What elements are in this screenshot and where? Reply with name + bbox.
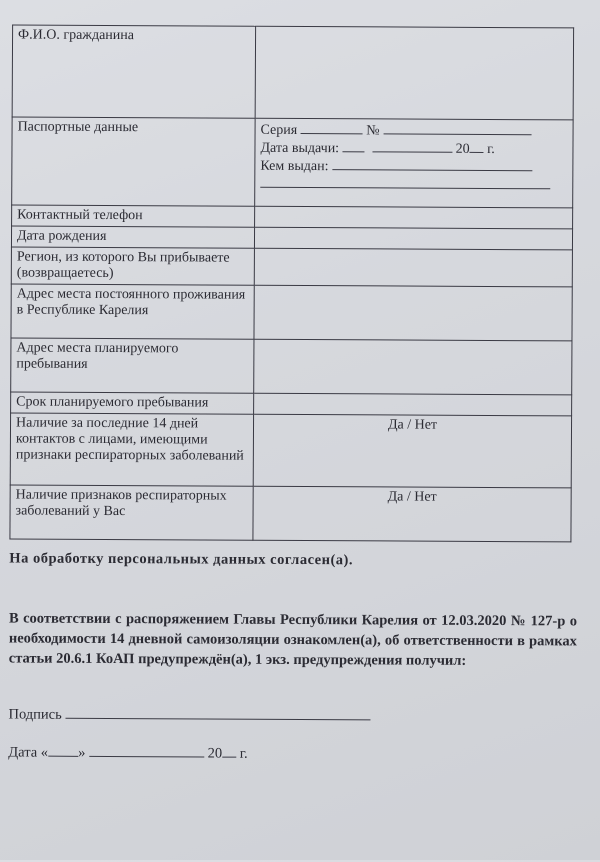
label-birth: Дата рождения bbox=[11, 226, 254, 248]
issue-day-blank[interactable] bbox=[343, 139, 365, 152]
row-region bbox=[11, 247, 572, 287]
label-planned-term: Срок планируемого пребывания bbox=[11, 392, 254, 414]
label-passport: Паспортные данные bbox=[12, 117, 255, 206]
field-planned-term[interactable] bbox=[254, 393, 572, 416]
applicant-form-table bbox=[9, 24, 574, 542]
signature-label: Подпись bbox=[8, 706, 62, 723]
self-isolation-notice: В соответствии с распоряжением Главы Республики Карелия от 12.03.2020 № 127-р о необходимости 14 дневной самоизоляции ознакомлен(а), об ответственности в рамках статьи 20.6.1 КоАП предупреждён(а), 1 экз. предупреждения получил: bbox=[8, 610, 578, 669]
row-planned-term bbox=[11, 392, 572, 416]
date-label: Дата « bbox=[8, 744, 49, 761]
number-sign: № bbox=[366, 123, 380, 139]
issued-by-label: Кем выдан: bbox=[260, 158, 329, 175]
number-blank[interactable] bbox=[383, 121, 531, 135]
row-fio bbox=[12, 25, 573, 120]
label-address-line1: Адрес места постоянного проживания bbox=[16, 286, 246, 303]
issued-by-blank-2[interactable] bbox=[260, 175, 550, 190]
date-year-prefix: 20 bbox=[207, 745, 223, 762]
label-phone: Контактный телефон bbox=[12, 205, 255, 227]
signature-blank[interactable] bbox=[65, 704, 370, 721]
row-contacts bbox=[10, 413, 571, 488]
row-planned-address bbox=[11, 338, 572, 395]
series-label: Серия bbox=[260, 122, 298, 138]
label-address bbox=[11, 284, 254, 339]
date-close-quote: » bbox=[78, 744, 86, 761]
issue-year-prefix: 20 bbox=[455, 141, 470, 157]
date-year-blank[interactable] bbox=[222, 743, 236, 758]
label-fio: Ф.И.О. гражданина bbox=[12, 25, 255, 118]
field-birth[interactable] bbox=[254, 227, 572, 250]
field-passport[interactable] bbox=[255, 118, 573, 208]
issue-date-label: Дата выдачи: bbox=[260, 140, 340, 157]
label-contacts: Наличие за последние 14 дней контактов с лицами, имеющими признаки респираторных заболеваний bbox=[10, 413, 253, 486]
date-line bbox=[8, 741, 247, 762]
field-address[interactable] bbox=[254, 285, 572, 341]
label-region: Регион, из которого Вы прибываете (возвращаетесь) bbox=[11, 247, 254, 285]
field-contacts-yes-no[interactable]: Да / Нет bbox=[253, 414, 571, 488]
issue-month-blank[interactable] bbox=[372, 139, 452, 152]
date-year-suffix: г. bbox=[239, 745, 248, 762]
label-planned-address: Адрес места планируемого пребывания bbox=[11, 338, 254, 393]
consent-statement: На обработку персональных данных согласен(а). bbox=[9, 550, 354, 569]
row-phone bbox=[12, 205, 573, 229]
field-fio[interactable] bbox=[255, 26, 573, 120]
field-symptoms-yes-no[interactable]: Да / Нет bbox=[253, 486, 571, 542]
field-phone[interactable] bbox=[255, 206, 573, 229]
issue-year-blank[interactable] bbox=[470, 140, 484, 153]
signature-line bbox=[8, 703, 370, 725]
row-address bbox=[11, 284, 572, 341]
issued-by-blank[interactable] bbox=[332, 157, 532, 171]
series-blank[interactable] bbox=[301, 121, 363, 134]
date-day-blank[interactable] bbox=[48, 742, 78, 757]
row-passport bbox=[12, 117, 573, 208]
date-month-blank[interactable] bbox=[89, 742, 204, 758]
row-symptoms bbox=[10, 485, 571, 542]
field-planned-address[interactable] bbox=[254, 339, 572, 395]
issue-year-suffix: г. bbox=[487, 141, 495, 158]
row-birth bbox=[11, 226, 572, 250]
field-region[interactable] bbox=[254, 248, 572, 287]
label-symptoms: Наличие признаков респираторных заболеваний у Вас bbox=[10, 485, 253, 540]
label-address-line2: в Республике Карелия bbox=[16, 302, 149, 319]
